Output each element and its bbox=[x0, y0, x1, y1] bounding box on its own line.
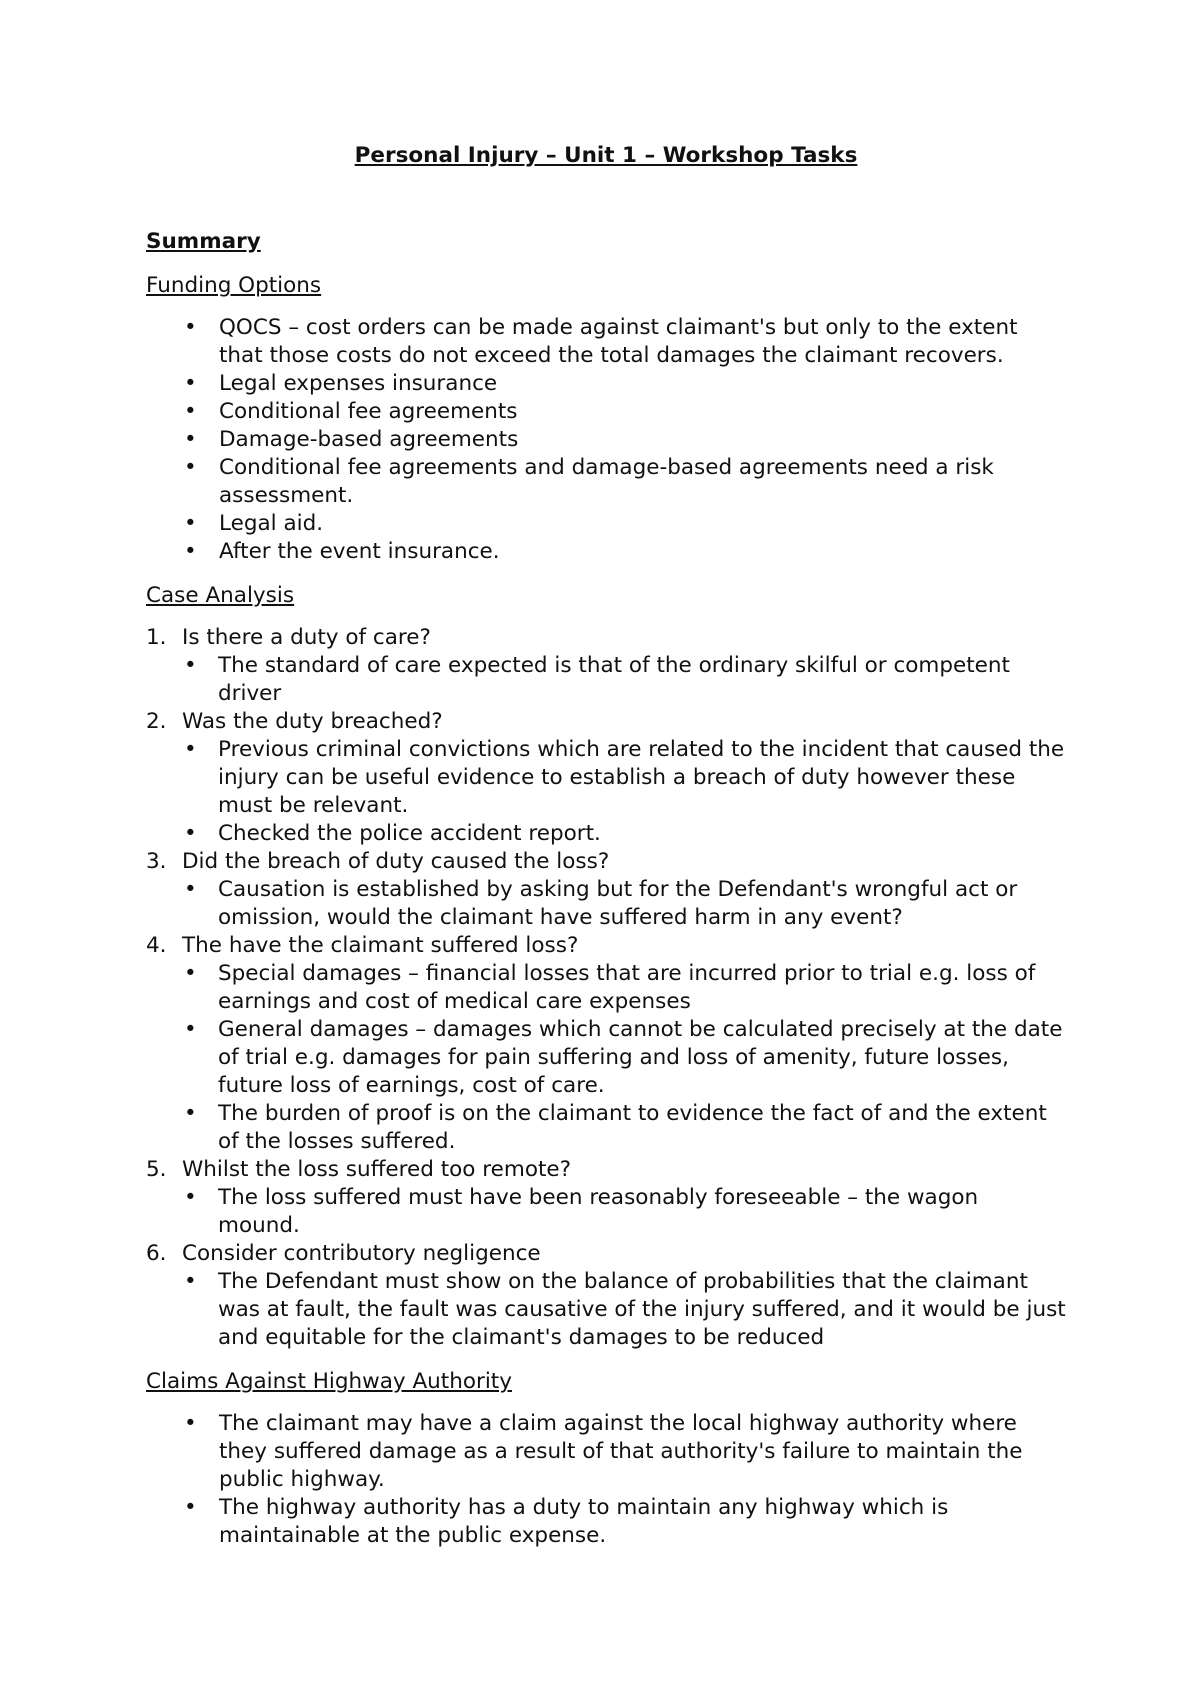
sub-list-item bbox=[182, 1184, 1066, 1240]
list-item bbox=[146, 370, 1066, 398]
sub-list-item-text: The burden of proof is on the claimant to evidence the fact of and the extent of the losses suffered. bbox=[218, 1101, 1047, 1154]
numbered-item bbox=[146, 624, 1066, 708]
list-item-text: Damage-based agreements bbox=[219, 427, 519, 452]
bullet-icon: • bbox=[184, 1269, 197, 1294]
list-item bbox=[146, 398, 1066, 426]
bullet-icon: • bbox=[184, 399, 197, 424]
sub-list-item bbox=[182, 876, 1066, 932]
sub-list-item-text: Causation is established by asking but for the Defendant's wrongful act or omission, would the claimant have suffered harm in any event? bbox=[218, 877, 1018, 930]
sub-list-item bbox=[182, 1100, 1066, 1156]
numbered-item bbox=[146, 932, 1066, 1156]
sub-list-item bbox=[182, 736, 1066, 820]
bullet-icon: • bbox=[184, 539, 197, 564]
numbered-item bbox=[146, 1240, 1066, 1352]
funding-options-list bbox=[146, 314, 1066, 566]
list-item-text: Conditional fee agreements and damage-based agreements need a risk assessment. bbox=[219, 455, 994, 508]
numbered-item-text: Is there a duty of care? bbox=[182, 625, 431, 650]
list-item-text: After the event insurance. bbox=[219, 539, 500, 564]
item-number: 3. bbox=[146, 849, 167, 874]
sub-list bbox=[182, 652, 1066, 708]
sub-list-item bbox=[182, 960, 1066, 1016]
sub-list-item bbox=[182, 1016, 1066, 1100]
bullet-icon: • bbox=[184, 315, 197, 340]
item-number: 6. bbox=[146, 1241, 167, 1266]
list-item-text: The highway authority has a duty to maintain any highway which is maintainable at the public expense. bbox=[219, 1495, 949, 1548]
sub-list-item-text: Previous criminal convictions which are related to the incident that caused the injury can be useful evidence to establish a breach of duty however these must be relevant. bbox=[218, 737, 1065, 818]
case-analysis-list bbox=[146, 624, 1066, 1352]
sub-list bbox=[182, 1184, 1066, 1240]
list-item-text: Legal aid. bbox=[219, 511, 324, 536]
item-number: 5. bbox=[146, 1157, 167, 1182]
numbered-item-text: Was the duty breached? bbox=[182, 709, 443, 734]
list-item bbox=[146, 1410, 1066, 1494]
list-item bbox=[146, 538, 1066, 566]
bullet-icon: • bbox=[184, 427, 197, 452]
numbered-item bbox=[146, 848, 1066, 932]
bullet-icon: • bbox=[184, 455, 197, 480]
sub-list-item bbox=[182, 820, 1066, 848]
sub-list bbox=[182, 960, 1066, 1156]
list-item bbox=[146, 314, 1066, 370]
item-number: 1. bbox=[146, 625, 167, 650]
numbered-item-text: The have the claimant suffered loss? bbox=[182, 933, 579, 958]
document-page bbox=[146, 142, 1066, 1566]
bullet-icon: • bbox=[184, 821, 197, 846]
summary-heading: Summary bbox=[146, 229, 261, 254]
bullet-icon: • bbox=[184, 1185, 197, 1210]
item-number: 4. bbox=[146, 933, 167, 958]
sub-list-item-text: The standard of care expected is that of the ordinary skilful or competent driver bbox=[218, 653, 1010, 706]
sub-list-item-text: Checked the police accident report. bbox=[218, 821, 601, 846]
numbered-item-text: Did the breach of duty caused the loss? bbox=[182, 849, 610, 874]
bullet-icon: • bbox=[184, 737, 197, 762]
list-item-text: Conditional fee agreements bbox=[219, 399, 518, 424]
case-analysis-heading: Case Analysis bbox=[146, 583, 295, 608]
bullet-icon: • bbox=[184, 653, 197, 678]
sub-list-item bbox=[182, 1268, 1066, 1352]
bullet-icon: • bbox=[184, 1411, 197, 1436]
list-item bbox=[146, 426, 1066, 454]
sub-list-item-text: The Defendant must show on the balance of probabilities that the claimant was at fault, the fault was causative of the injury suffered, and it would be just and equitable for the claimant's damages to be reduced bbox=[218, 1269, 1066, 1350]
sub-list-item bbox=[182, 652, 1066, 708]
sub-list-item-text: General damages – damages which cannot be calculated precisely at the date of trial e.g. damages for pain suffering and loss of amenity, future losses, future loss of earnings, cost of care. bbox=[218, 1017, 1063, 1098]
highway-authority-heading: Claims Against Highway Authority bbox=[146, 1369, 512, 1394]
funding-options-heading: Funding Options bbox=[146, 273, 322, 298]
list-item bbox=[146, 510, 1066, 538]
sub-list-item-text: Special damages – financial losses that are incurred prior to trial e.g. loss of earnings and cost of medical care expenses bbox=[218, 961, 1036, 1014]
list-item-text: QOCS – cost orders can be made against claimant's but only to the extent that those costs do not exceed the total damages the claimant recovers. bbox=[219, 315, 1018, 368]
list-item bbox=[146, 454, 1066, 510]
bullet-icon: • bbox=[184, 1495, 197, 1520]
bullet-icon: • bbox=[184, 1101, 197, 1126]
item-number: 2. bbox=[146, 709, 167, 734]
numbered-item-text: Consider contributory negligence bbox=[182, 1241, 541, 1266]
list-item-text: The claimant may have a claim against the local highway authority where they suffered damage as a result of that authority's failure to maintain the public highway. bbox=[219, 1411, 1023, 1492]
sub-list bbox=[182, 1268, 1066, 1352]
list-item bbox=[146, 1494, 1066, 1550]
bullet-icon: • bbox=[184, 511, 197, 536]
sub-list bbox=[182, 736, 1066, 848]
document-title: Personal Injury – Unit 1 – Workshop Tasks bbox=[354, 143, 858, 168]
numbered-item bbox=[146, 708, 1066, 848]
numbered-item-text: Whilst the loss suffered too remote? bbox=[182, 1157, 572, 1182]
bullet-icon: • bbox=[184, 1017, 197, 1042]
bullet-icon: • bbox=[184, 371, 197, 396]
list-item-text: Legal expenses insurance bbox=[219, 371, 498, 396]
bullet-icon: • bbox=[184, 877, 197, 902]
sub-list-item-text: The loss suffered must have been reasonably foreseeable – the wagon mound. bbox=[218, 1185, 979, 1238]
bullet-icon: • bbox=[184, 961, 197, 986]
numbered-item bbox=[146, 1156, 1066, 1240]
highway-authority-list bbox=[146, 1410, 1066, 1550]
sub-list bbox=[182, 876, 1066, 932]
